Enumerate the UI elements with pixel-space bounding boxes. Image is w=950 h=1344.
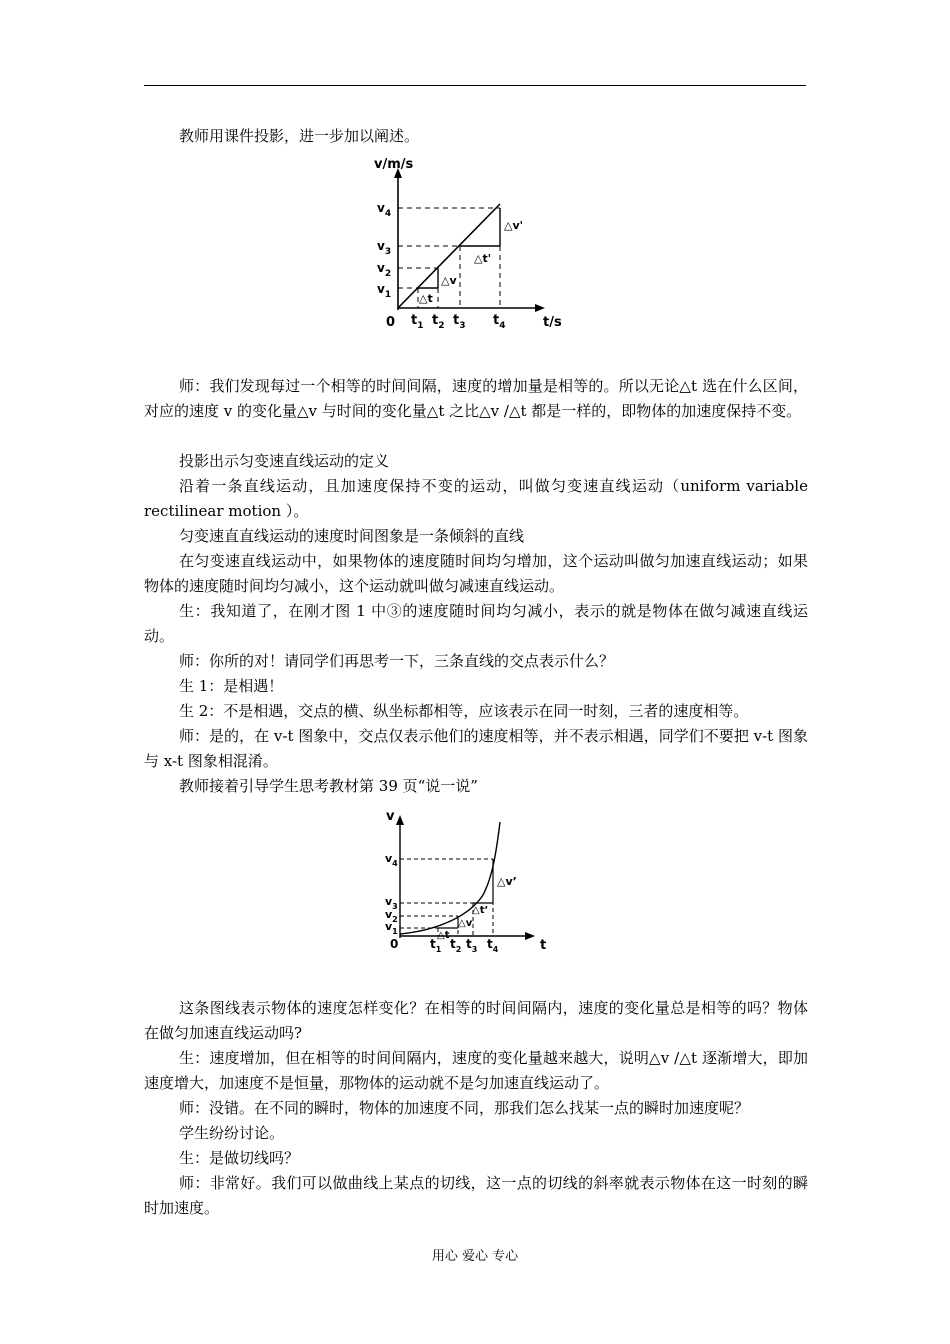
paragraph-4: 沿着一条直线运动，且加速度保持不变的运动，叫做匀变速直线运动（uniform variable rectilinear motion ）。 bbox=[144, 477, 808, 520]
svg-text:v2: $v_2$ bbox=[377, 261, 392, 279]
svg-text:v1: $v_1$ bbox=[385, 920, 398, 936]
paragraph-14: 生：速度增加，但在相等的时间间隔内，速度的变化量越来越大，说明△v /△t 逐渐增大，即加速度增大，加速度不是恒量，那物体的运动就不是匀加速直线运动了。 bbox=[144, 1049, 808, 1092]
paragraph-3: 投影出示匀变速直线运动的定义 bbox=[179, 452, 390, 470]
paragraph-7: 生：我知道了，在刚才图 1 中③的速度随时间均匀减小，表示的就是物体在做匀减速直线运动。 bbox=[144, 602, 808, 645]
paragraph-5: 匀变速直直线运动的速度时间图象是一条倾斜的直线 bbox=[179, 527, 525, 545]
svg-text:v1: $v_1$ bbox=[377, 282, 392, 300]
origin-label: 0 bbox=[386, 315, 396, 330]
delta-v-label: △v bbox=[458, 918, 473, 929]
paragraph-12: 教师接着引导学生思考教材第 39 页“说一说” bbox=[179, 777, 478, 795]
paragraph-11: 师：是的，在 v-t 图象中，交点仅表示他们的速度相等，并不表示相遇，同学们不要把 v-t 图象与 x-t 图象相混淆。 bbox=[144, 727, 808, 770]
svg-text:v4: $v_4$ bbox=[377, 201, 392, 219]
delta-t-label: △t bbox=[437, 930, 450, 941]
paragraph-18: 师：非常好。我们可以做曲线上某点的切线，这一点的切线的斜率就表示物体在这一时刻的瞬时加速度。 bbox=[144, 1174, 808, 1217]
delta-v-label: △v bbox=[441, 274, 457, 287]
paragraph-6: 在匀变速直线运动中，如果物体的速度随时间均匀增加，这个运动叫做匀加速直线运动；如果物体的速度随时间均匀减小，这个运动就叫做匀减速直线运动。 bbox=[144, 552, 808, 595]
svg-text:v4: $v_4$ bbox=[385, 852, 398, 868]
delta-t-prime-label: △t' bbox=[474, 252, 492, 265]
svg-text:v2: $v_2$ bbox=[385, 908, 398, 924]
y-axis-label: v/m/s bbox=[374, 157, 414, 172]
svg-text:v3: $v_3$ bbox=[377, 239, 392, 257]
delta-v-prime-label: △v' bbox=[504, 219, 523, 232]
v-tick-labels bbox=[385, 852, 398, 936]
delta-t-prime-label: △t’ bbox=[472, 905, 489, 916]
origin-label: 0 bbox=[390, 937, 399, 951]
page-footer: 用心 爱心 专心 bbox=[431, 1249, 519, 1264]
t-tick-labels bbox=[411, 313, 505, 331]
paragraph-17: 生：是做切线吗？ bbox=[179, 1149, 300, 1167]
x-axis-label: t/s bbox=[543, 315, 562, 330]
paragraph-16: 学生纷纷讨论。 bbox=[179, 1124, 285, 1142]
svg-text:t3: $t_3$ bbox=[453, 313, 466, 331]
paragraph-2: 师：我们发现每过一个相等的时间间隔，速度的增加量是相等的。所以无论△t 选在什么区间，对应的速度 v 的变化量△v 与时间的变化量△t 之比△v /△t 都是一样的，即物体的加速度保持不变。 bbox=[144, 377, 808, 420]
paragraph-13: 这条图线表示物体的速度怎样变化？在相等的时间间隔内，速度的变化量总是相等的吗？物体在做匀加速直线运动吗? bbox=[144, 999, 808, 1042]
paragraph-8: 师：你所的对！请同学们再思考一下，三条直线的交点表示什么？ bbox=[179, 652, 615, 670]
svg-text:t1: $t_1$ bbox=[430, 937, 442, 954]
paragraph-9: 生 1：是相遇！ bbox=[179, 677, 284, 695]
svg-text:t4: $t_4$ bbox=[493, 313, 506, 331]
paragraph-1: 教师用课件投影，进一步加以阐述。 bbox=[179, 127, 420, 145]
paragraph-10: 生 2：不是相遇，交点的横、纵坐标都相等，应该表示在同一时刻，三者的速度相等。 bbox=[179, 702, 749, 720]
x-axis-arrow bbox=[525, 932, 535, 940]
velocity-curve bbox=[400, 822, 500, 934]
vt-linear-figure bbox=[370, 152, 580, 334]
x-axis-label: t bbox=[540, 938, 547, 953]
delta-v-prime-label: △v’ bbox=[497, 875, 517, 888]
y-axis-arrow bbox=[396, 815, 404, 825]
vt-curve-figure bbox=[375, 802, 555, 962]
svg-text:t3: $t_3$ bbox=[466, 937, 478, 954]
y-axis-label: v bbox=[386, 809, 395, 824]
v-tick-labels bbox=[377, 201, 391, 300]
svg-text:t2: $t_2$ bbox=[432, 313, 445, 331]
svg-text:t1: $t_1$ bbox=[411, 313, 424, 331]
header-rule bbox=[144, 85, 806, 86]
svg-text:v3: $v_3$ bbox=[385, 895, 398, 911]
svg-text:t2: $t_2$ bbox=[450, 937, 462, 954]
delta-t-label: △t bbox=[419, 292, 433, 305]
paragraph-15: 师：没错。在不同的瞬时，物体的加速度不同，那我们怎么找某一点的瞬时加速度呢？ bbox=[179, 1099, 750, 1117]
svg-text:t4: $t_4$ bbox=[487, 937, 499, 954]
x-axis-arrow bbox=[535, 304, 545, 312]
dashed-guides bbox=[400, 859, 493, 936]
